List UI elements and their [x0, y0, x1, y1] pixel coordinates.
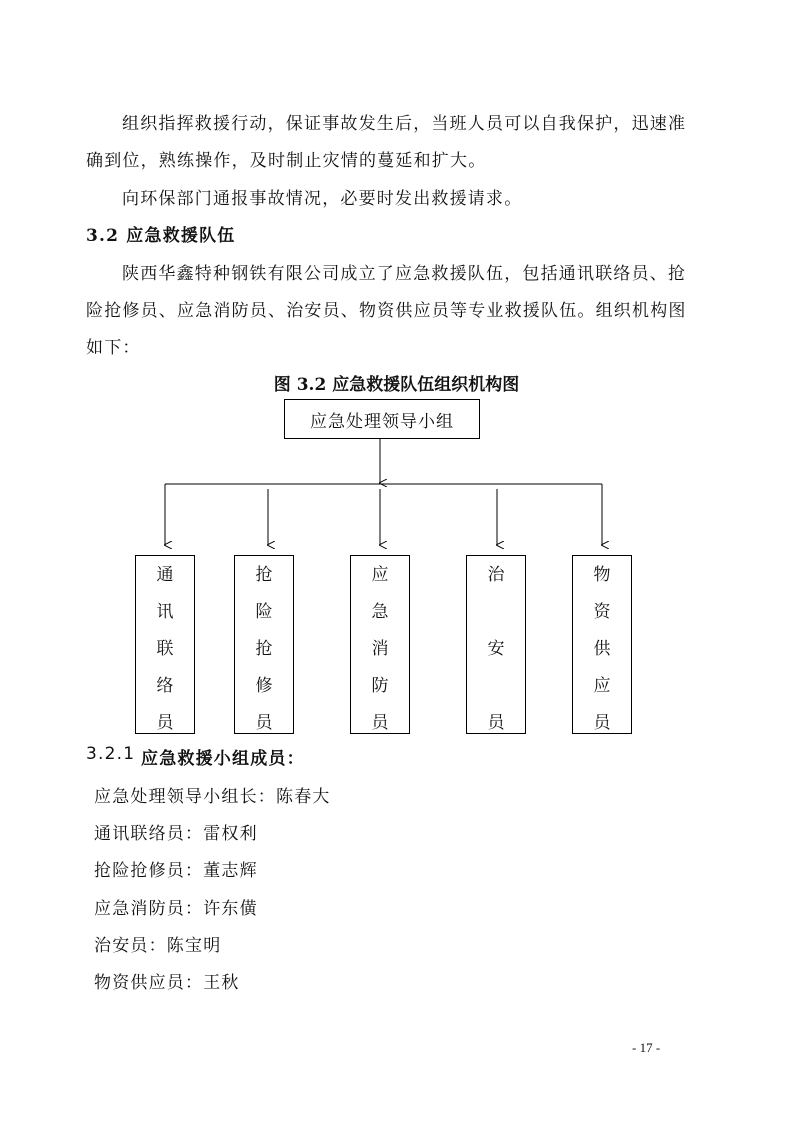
node-char: 员 [487, 713, 505, 733]
org-node-security [466, 555, 526, 734]
node-char: 物 [593, 565, 611, 585]
node-char: 治 [487, 565, 505, 585]
node-char: 员 [593, 713, 611, 733]
org-node-rescue-repair [234, 555, 294, 734]
node-char: 应 [371, 565, 389, 585]
node-char: 供 [593, 639, 611, 659]
node-char: 抢 [255, 639, 273, 659]
node-char: 通 [156, 565, 174, 585]
node-char: 安 [487, 639, 505, 659]
node-char: 险 [255, 602, 273, 622]
member-line: 物资供应员：王秋 [94, 973, 240, 993]
node-char: 急 [371, 602, 389, 622]
member-line: 应急处理领导小组长：陈春大 [94, 787, 331, 807]
member-line: 治安员：陈宝明 [94, 936, 222, 956]
paragraph-line: 险抢修员、应急消防员、治安员、物资供应员等专业救援队伍。组织机构图 [86, 301, 687, 321]
node-char: 员 [371, 713, 389, 733]
paragraph-line: 向环保部门通报事故情况，必要时发出救援请求。 [122, 189, 523, 209]
member-line: 抢险抢修员：董志辉 [94, 861, 258, 881]
figure-title: 图 3.2 应急救援队伍组织机构图 [273, 375, 520, 395]
node-char: 抢 [255, 565, 273, 585]
paragraph-line: 确到位，熟练操作，及时制止灾情的蔓延和扩大。 [86, 151, 487, 171]
node-char: 防 [371, 676, 389, 696]
org-node-communications [135, 555, 195, 734]
paragraph-line: 组织指挥救援行动，保证事故发生后，当班人员可以自我保护，迅速准 [122, 114, 687, 134]
node-char: 员 [156, 713, 174, 733]
page-number: - 17 - [632, 1040, 661, 1055]
org-node-fire-fighting [350, 555, 410, 734]
paragraph-line: 如下： [86, 338, 141, 358]
node-char: 应 [593, 676, 611, 696]
node-char: 修 [255, 676, 273, 696]
node-char: 员 [255, 713, 273, 733]
org-node-leadership-group: 应急处理领导小组 [284, 399, 480, 439]
subsection-number: 3.2.1 [86, 744, 136, 764]
section-heading: 3.2 应急救援队伍 [86, 226, 236, 246]
node-char: 讯 [156, 602, 174, 622]
paragraph-line: 陕西华鑫特种钢铁有限公司成立了应急救援队伍，包括通讯联络员、抢 [122, 264, 687, 284]
node-char: 络 [156, 676, 174, 696]
member-line: 通讯联络员：雷权利 [94, 824, 258, 844]
subsection-heading: 应急救援小组成员： [141, 749, 305, 769]
org-node-supplies [572, 555, 632, 734]
member-line: 应急消防员：许东僙 [94, 899, 258, 919]
node-char: 消 [371, 639, 389, 659]
node-char: 联 [156, 639, 174, 659]
node-char: 资 [593, 602, 611, 622]
